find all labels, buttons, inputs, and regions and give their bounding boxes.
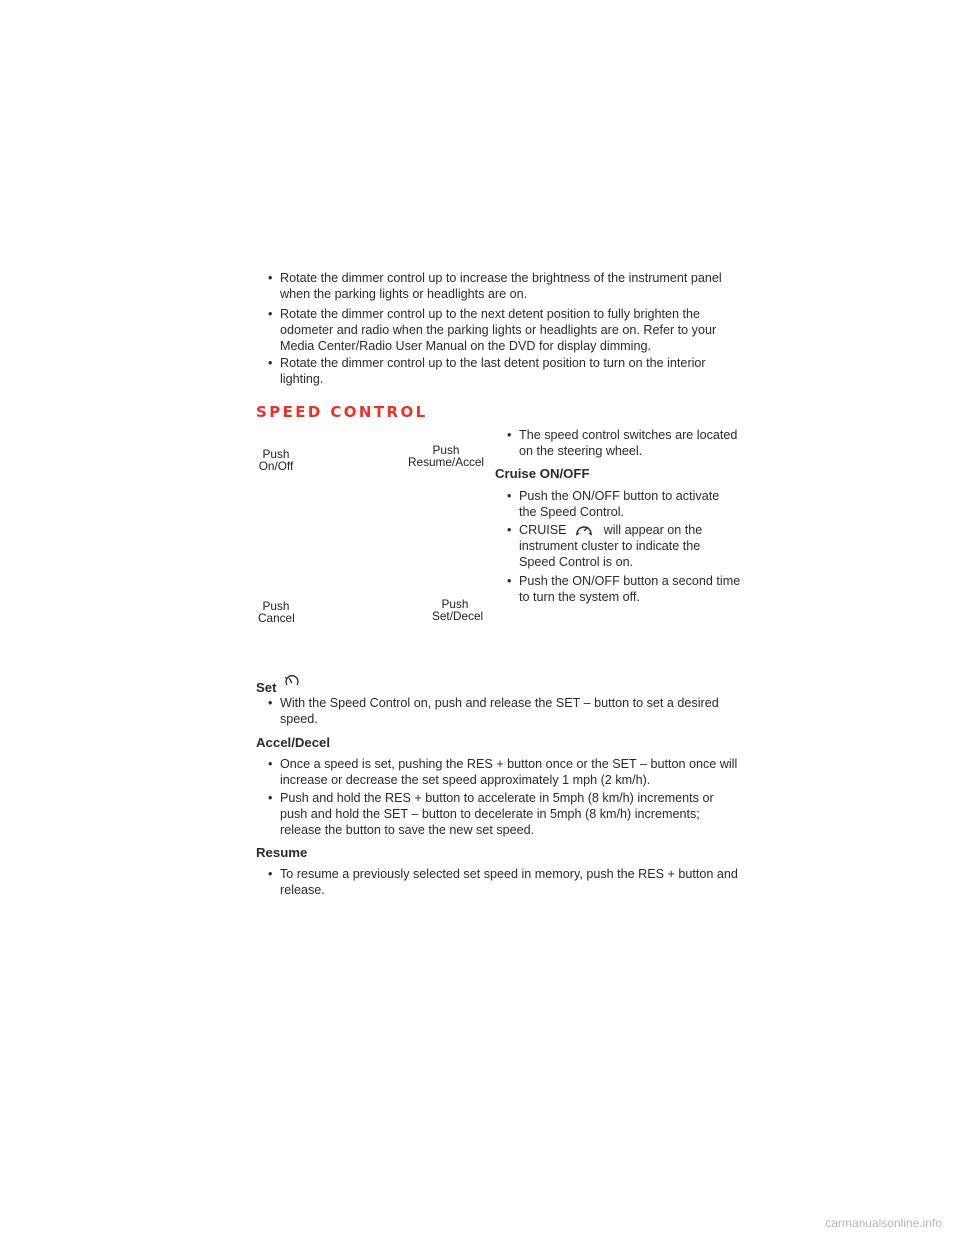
bullet-dot: • — [507, 523, 512, 537]
label-push-on-off: Push On/Off — [258, 447, 294, 473]
label-push-cancel: Push Cancel — [258, 599, 295, 625]
resume-bullet-text: To resume a previously selected set speed in memory, push the RES + button and release. — [280, 867, 738, 897]
resume-heading: Resume — [256, 845, 308, 860]
footer-watermark: carmanualsonline.info — [825, 1216, 942, 1230]
set-speed-icon — [284, 674, 300, 690]
bullet-dot: • — [507, 489, 512, 503]
bullet-dot: • — [268, 696, 273, 710]
set-bullet-text: With the Speed Control on, push and release the SET – button to set a desired speed. — [280, 696, 719, 726]
cruise-suffix: will appear on the — [603, 523, 703, 537]
location-bullet-text: The speed control switches are located on the steering wheel. — [519, 428, 738, 458]
bullet-dot: • — [268, 867, 273, 881]
label-push-set-decel: Push Set/Decel — [432, 597, 484, 623]
section-title: SPEED CONTROL — [256, 403, 428, 421]
intro-bullet-3-text: Rotate the dimmer control up to the last detent position to turn on the interior lighting. — [280, 356, 706, 386]
bullet-dot: • — [268, 356, 273, 370]
speed-control-figure — [252, 436, 484, 632]
cruise-bullet-activate-text: Push the ON/OFF button to activate the Speed Control. — [519, 489, 720, 519]
bullet-dot: • — [268, 791, 273, 805]
intro-bullet-2-text: Rotate the dimmer control up to the next detent position to fully brighten the odometer and radio when the parking lights or headlights are on. Refer to your Media Center/Radio User Manual on the DVD for display dimming. — [280, 307, 717, 353]
bullet-dot: • — [268, 271, 273, 285]
bullet-dot: • — [507, 428, 512, 442]
label-push-resume-accel: Push Resume/Accel — [408, 443, 485, 469]
set-heading: Set — [256, 680, 277, 695]
bullet-dot: • — [268, 307, 273, 321]
cruise-prefix: CRUISE — [519, 523, 567, 537]
cruise-bullet-off-text: Push the ON/OFF button a second time to turn the system off. — [519, 574, 741, 604]
speedometer-icon — [574, 522, 594, 538]
set-heading-row — [256, 674, 300, 695]
cruise-indicator-line — [519, 522, 702, 538]
bullet-dot: • — [268, 757, 273, 771]
accel-decel-bullet-2-text: Push and hold the RES + button to accelerate in 5mph (8 km/h) increments or push and hold the SET – button to decelerate in 5mph (8 km/h) increments; release the button to save the new set speed. — [280, 791, 714, 837]
accel-decel-heading: Accel/Decel — [256, 735, 331, 750]
cruise-heading: Cruise ON/OFF — [495, 466, 590, 481]
accel-decel-bullet-1-text: Once a speed is set, pushing the RES + button once or the SET – button once will increase or decrease the set speed approximately 1 mph (2 km/h). — [280, 757, 738, 787]
bullet-dot: • — [507, 574, 512, 588]
cruise-indicator-rest: instrument cluster to indicate the Speed Control is on. — [519, 539, 701, 569]
intro-bullet-1-text: Rotate the dimmer control up to increase the brightness of the instrument panel when the parking lights or headlights are on. — [280, 271, 722, 301]
